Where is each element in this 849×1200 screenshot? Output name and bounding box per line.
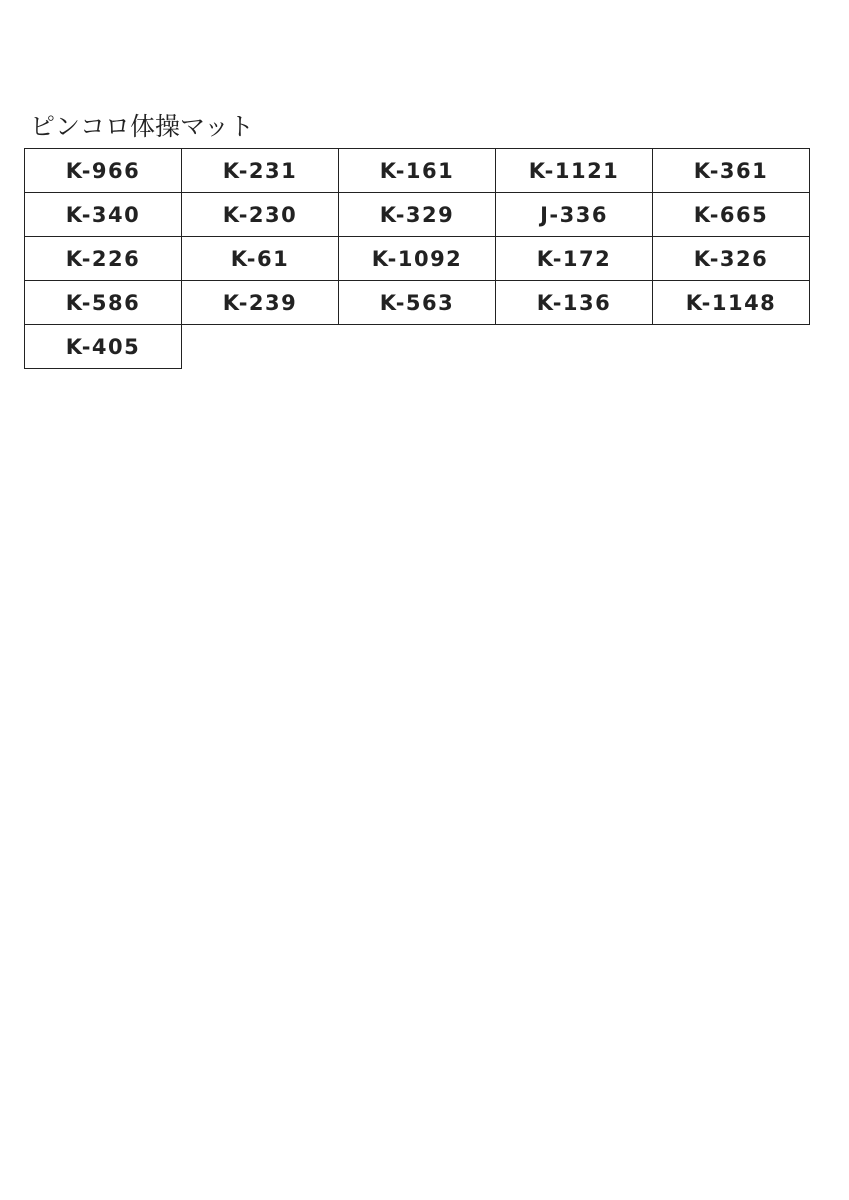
code-cell: K-665 (653, 193, 810, 237)
code-cell: K-361 (653, 149, 810, 193)
document-title: ピンコロ体操マット (30, 112, 255, 141)
empty-cell (339, 325, 496, 369)
empty-cell (496, 325, 653, 369)
code-cell: K-231 (182, 149, 339, 193)
table-row (25, 193, 810, 237)
product-code-table (24, 148, 810, 369)
code-cell: J-336 (496, 193, 653, 237)
table-row (25, 237, 810, 281)
table-row (25, 281, 810, 325)
table-row (25, 149, 810, 193)
code-cell: K-329 (339, 193, 496, 237)
code-cell: K-136 (496, 281, 653, 325)
code-cell: K-340 (25, 193, 182, 237)
table-row (25, 325, 810, 369)
code-cell: K-61 (182, 237, 339, 281)
empty-cell (653, 325, 810, 369)
code-cell: K-1121 (496, 149, 653, 193)
code-cell: K-1092 (339, 237, 496, 281)
code-cell: K-230 (182, 193, 339, 237)
code-cell: K-966 (25, 149, 182, 193)
code-cell: K-563 (339, 281, 496, 325)
code-cell: K-586 (25, 281, 182, 325)
code-cell: K-239 (182, 281, 339, 325)
code-cell: K-326 (653, 237, 810, 281)
empty-cell (182, 325, 339, 369)
code-cell: K-226 (25, 237, 182, 281)
code-cell: K-161 (339, 149, 496, 193)
code-cell: K-405 (25, 325, 182, 369)
code-cell: K-1148 (653, 281, 810, 325)
code-cell: K-172 (496, 237, 653, 281)
